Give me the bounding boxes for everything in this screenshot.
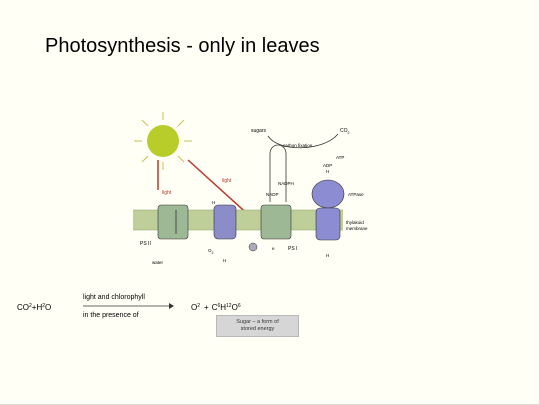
atpase-stalk [316, 208, 340, 240]
nadp-label: NADP [266, 192, 279, 197]
atpase-head [312, 180, 344, 208]
light-label-left: light [162, 190, 172, 196]
o2-label: $O_2$ [208, 248, 214, 255]
nadph-label: NADPH [278, 181, 294, 186]
equation-rhs: $O^2 + C^6H^{12}O^6$ [191, 303, 241, 312]
psii-label: PS II [140, 241, 151, 247]
photosynthesis-diagram [118, 112, 368, 272]
atp-label: ATP [336, 155, 345, 160]
thylakoid-label: thylakoid [346, 220, 364, 225]
sugar-note-line-1: Sugar – a form of [236, 319, 279, 325]
water-label: water [152, 260, 164, 265]
electron-label: e [272, 246, 275, 251]
h-right-label: H [326, 253, 330, 258]
electron-carrier [249, 243, 257, 251]
arrow-bottom-label: in the presence of [83, 312, 139, 319]
cytochrome-complex [214, 205, 236, 239]
atpase-label: ATPase [348, 192, 364, 197]
photosystem-ii [158, 205, 188, 239]
sugar-note-box [216, 315, 299, 337]
arrow-top-label: light and chlorophyll [83, 294, 145, 301]
reaction-arrowhead [169, 303, 174, 309]
sun-icon [134, 112, 192, 170]
h-plus-mid-label: H [212, 200, 216, 205]
carbon-fixation-label: carbon fixation [283, 143, 313, 148]
photosystem-i [261, 205, 291, 239]
psi-label: PS I [288, 246, 298, 252]
h-bottom-label: H [223, 258, 227, 263]
co2-label: $CO_2$ [340, 128, 350, 135]
membrane-label: membrane [346, 226, 368, 231]
light-label-right: light [222, 178, 232, 184]
sugar-note-line-2: stored energy [240, 326, 275, 332]
adp-label: ADP [323, 163, 333, 168]
h-top-label: H [326, 169, 330, 174]
sugars-label: sugars [251, 128, 267, 134]
equation-lhs: $CO^2+H^2O$ [17, 303, 52, 312]
slide-title: Photosynthesis - only in leaves [45, 35, 320, 57]
